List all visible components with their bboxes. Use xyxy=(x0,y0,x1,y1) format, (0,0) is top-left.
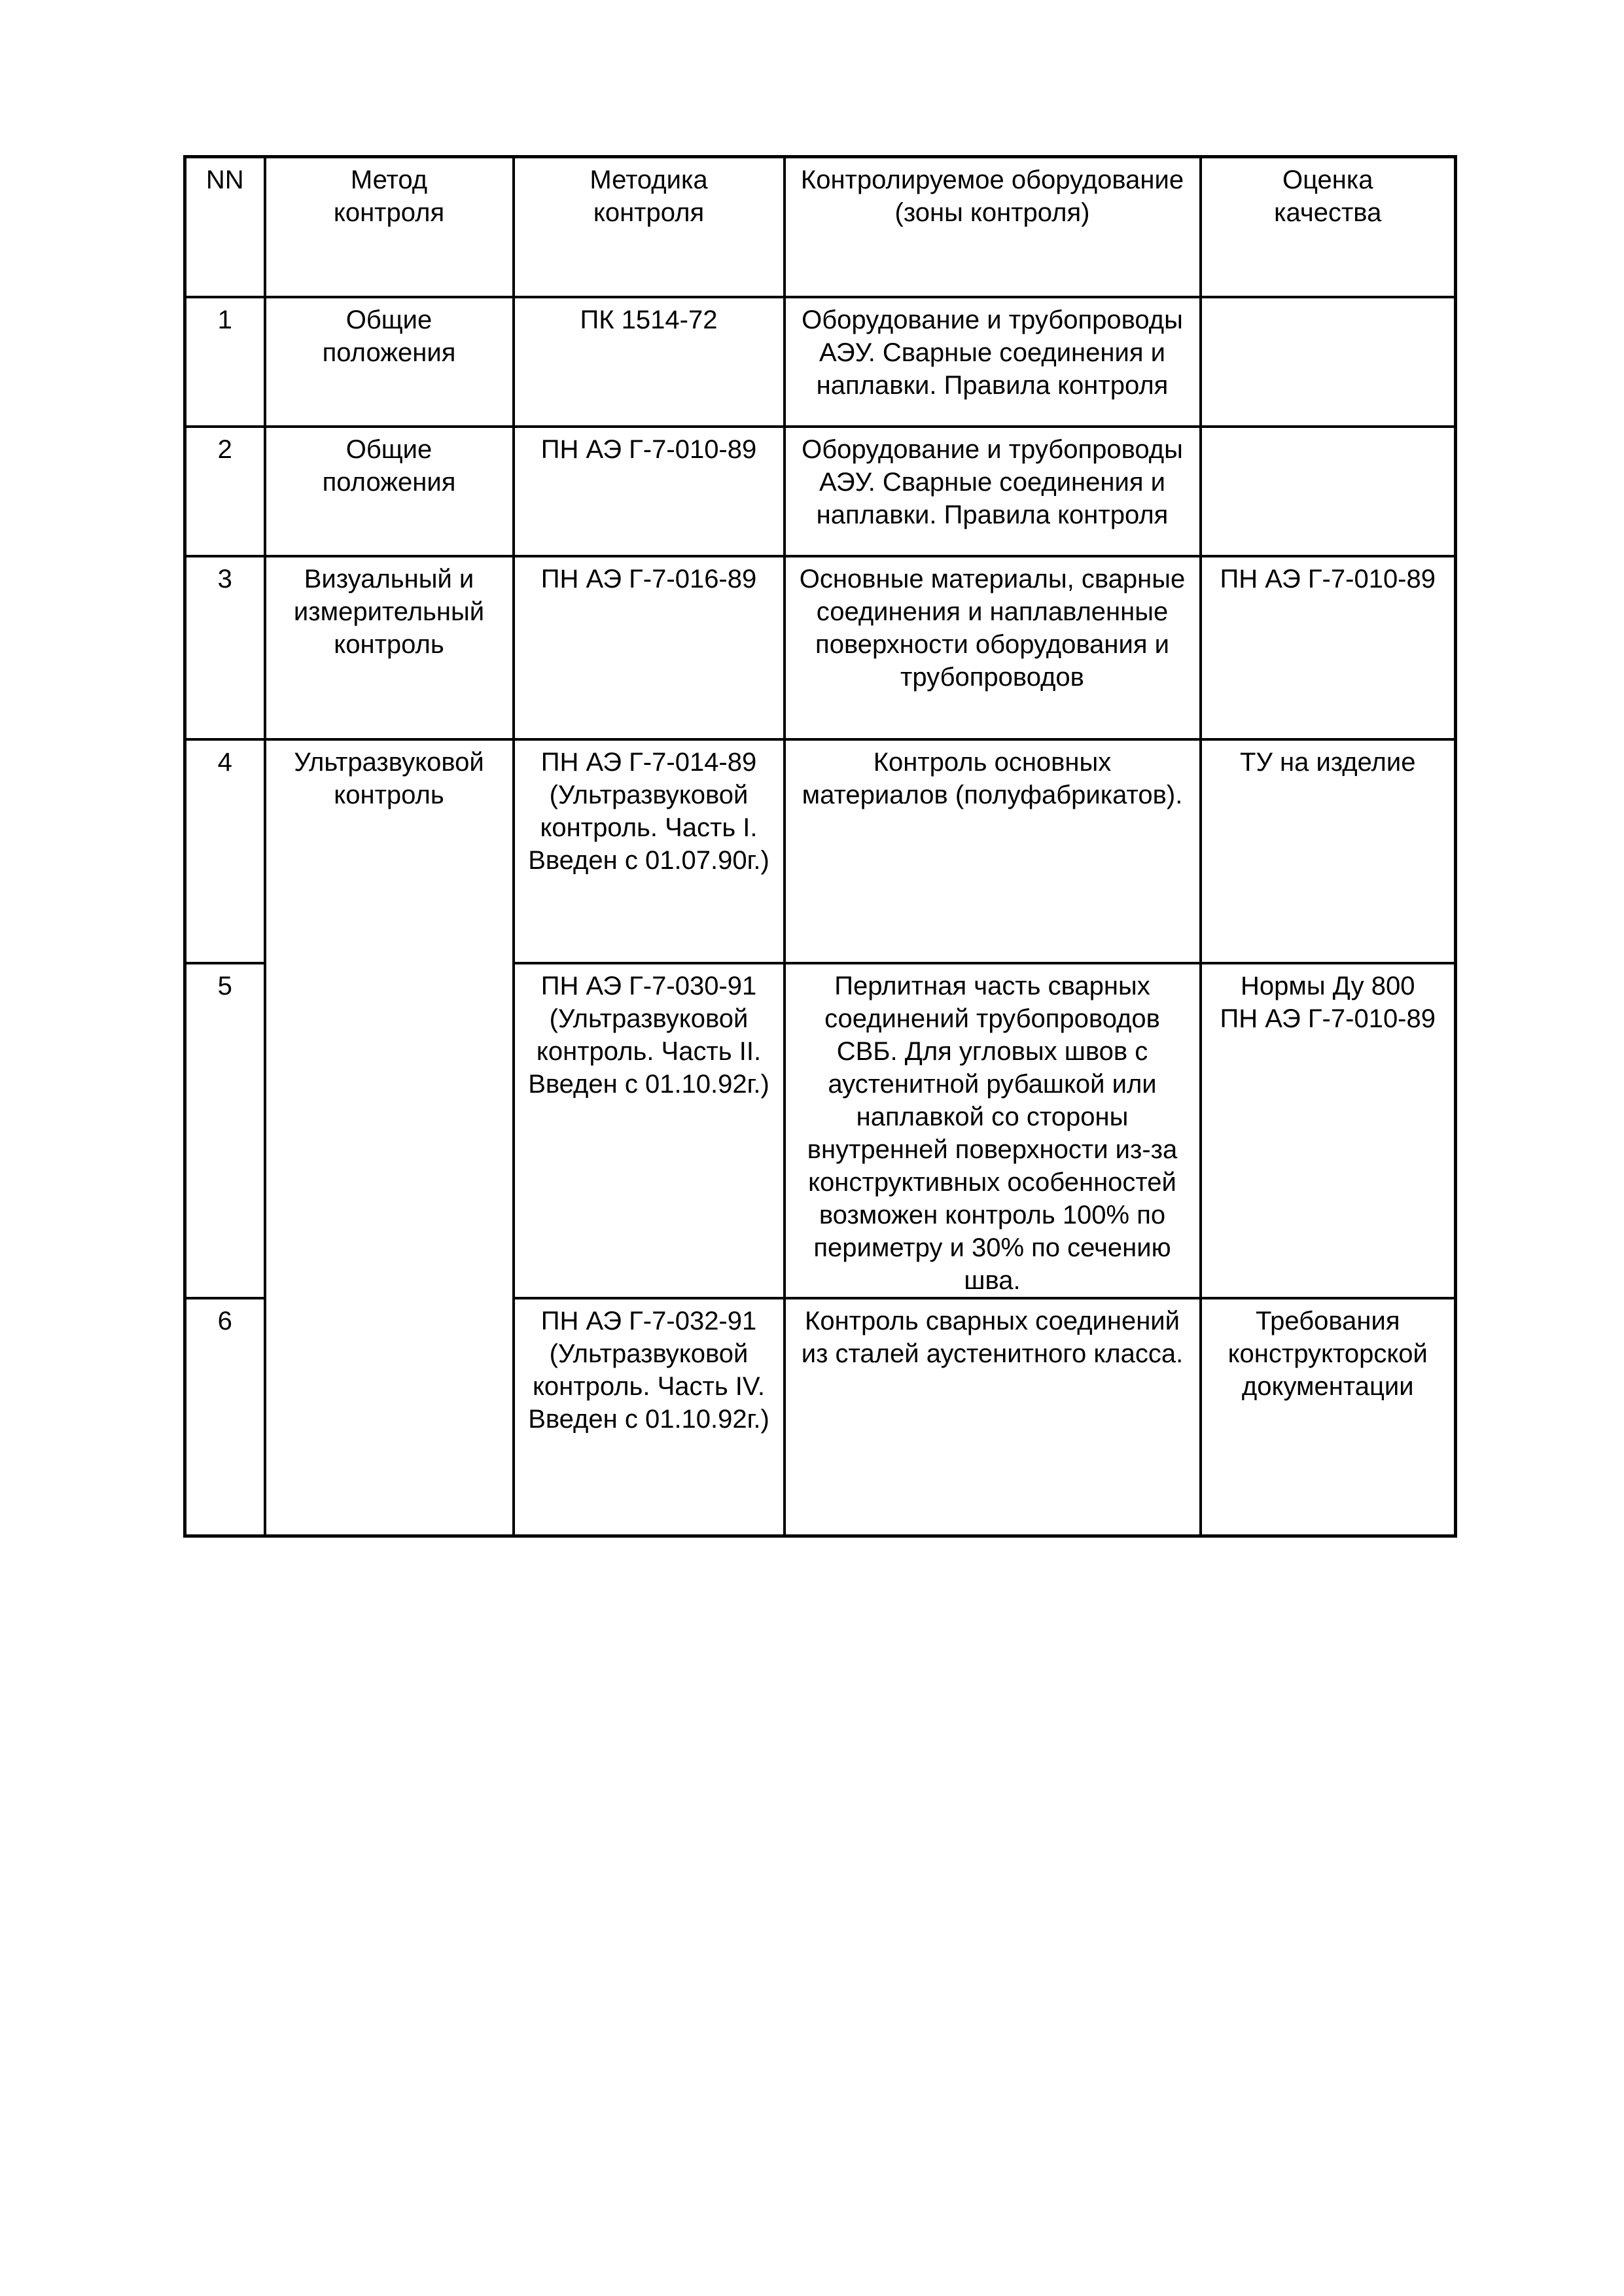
cell-nn: 2 xyxy=(185,427,265,556)
cell-nn: 1 xyxy=(185,297,265,427)
cell-method: Общие положения xyxy=(265,297,514,427)
cell-method-merged: Ультразвуковой контроль xyxy=(265,739,514,1536)
cell-technique: ПН АЭ Г-7-010-89 xyxy=(514,427,785,556)
cell-method: Визуальный и измерительный контроль xyxy=(265,556,514,739)
cell-equipment: Перлитная часть сварных соединений трубопроводов СВБ. Для угловых швов с аустенитной рубашкой или наплавкой со стороны внутренней поверхности из-за конструктивных особенностей возможен контроль 100% по периметру и 30% по сечению шва. xyxy=(785,963,1201,1298)
header-equipment: Контролируемое оборудование (зоны контроля) xyxy=(785,157,1201,297)
cell-nn: 6 xyxy=(185,1298,265,1536)
cell-assessment: ПН АЭ Г-7-010-89 xyxy=(1201,556,1456,739)
table-row xyxy=(185,739,1456,963)
cell-assessment: Требования конструкторской документации xyxy=(1201,1298,1456,1536)
cell-nn: 3 xyxy=(185,556,265,739)
header-method: Метод контроля xyxy=(265,157,514,297)
control-methods-table xyxy=(183,155,1457,1538)
header-assessment: Оценка качества xyxy=(1201,157,1456,297)
cell-equipment: Оборудование и трубопроводы АЭУ. Сварные соединения и наплавки. Правила контроля xyxy=(785,297,1201,427)
cell-technique: ПК 1514-72 xyxy=(514,297,785,427)
table-row xyxy=(185,297,1456,427)
cell-method: Общие положения xyxy=(265,427,514,556)
cell-nn: 4 xyxy=(185,739,265,963)
cell-technique: ПН АЭ Г-7-014-89 (Ультразвуковой контроль. Часть I. Введен с 01.07.90г.) xyxy=(514,739,785,963)
table-header-row xyxy=(185,157,1456,297)
table-row xyxy=(185,427,1456,556)
cell-equipment: Оборудование и трубопроводы АЭУ. Сварные соединения и наплавки. Правила контроля xyxy=(785,427,1201,556)
header-technique: Методика контроля xyxy=(514,157,785,297)
cell-assessment: Нормы Ду 800 ПН АЭ Г-7-010-89 xyxy=(1201,963,1456,1298)
cell-technique: ПН АЭ Г-7-030-91 (Ультразвуковой контроль. Часть II. Введен с 01.10.92г.) xyxy=(514,963,785,1298)
header-nn: NN xyxy=(185,157,265,297)
cell-assessment xyxy=(1201,297,1456,427)
cell-equipment: Основные материалы, сварные соединения и наплавленные поверхности оборудования и трубопроводов xyxy=(785,556,1201,739)
cell-nn: 5 xyxy=(185,963,265,1298)
cell-equipment: Контроль основных материалов (полуфабрикатов). xyxy=(785,739,1201,963)
cell-assessment xyxy=(1201,427,1456,556)
table-row xyxy=(185,556,1456,739)
cell-technique: ПН АЭ Г-7-032-91 (Ультразвуковой контроль. Часть IV. Введен с 01.10.92г.) xyxy=(514,1298,785,1536)
cell-assessment: ТУ на изделие xyxy=(1201,739,1456,963)
cell-technique: ПН АЭ Г-7-016-89 xyxy=(514,556,785,739)
cell-equipment: Контроль сварных соединений из сталей аустенитного класса. xyxy=(785,1298,1201,1536)
